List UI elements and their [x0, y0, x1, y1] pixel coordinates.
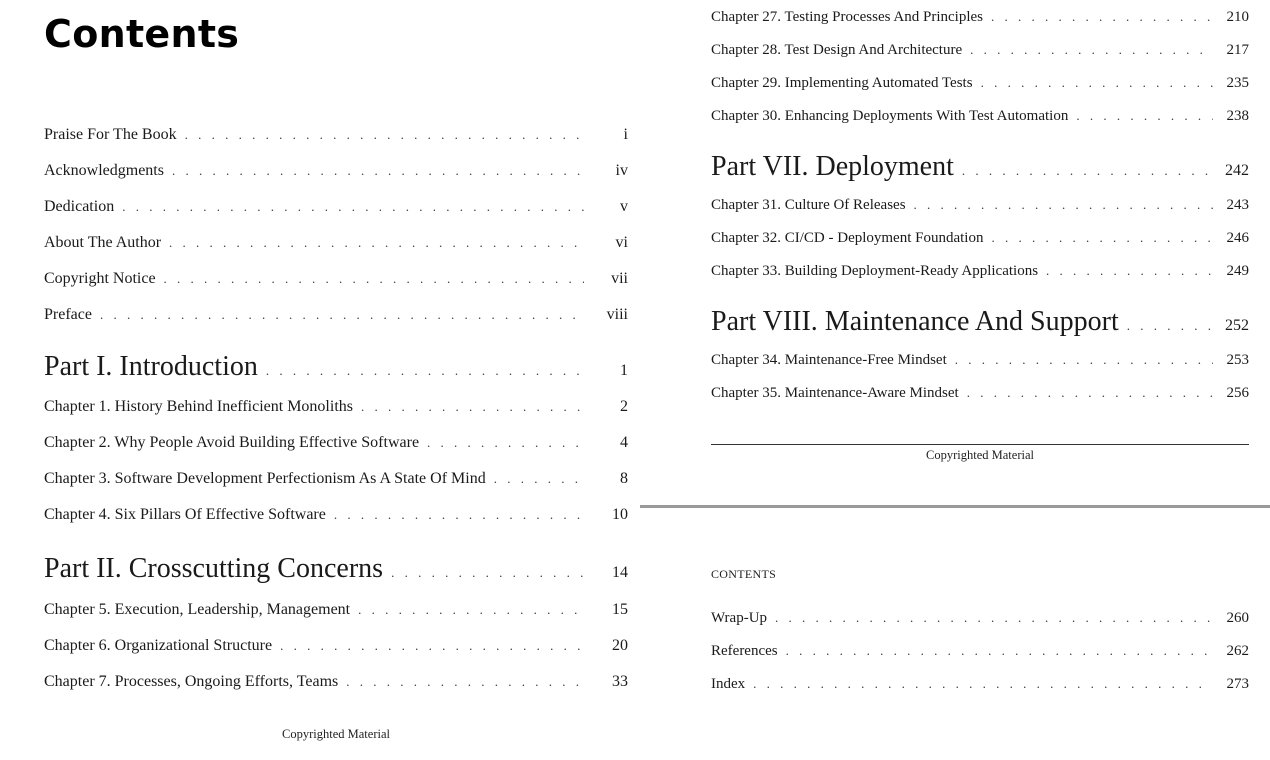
- toc-entry[interactable]: [44, 434, 628, 452]
- toc-entry-title: Chapter 6. Organizational Structure: [44, 637, 273, 654]
- toc-entry-title: Chapter 3. Software Development Perfectionism As A State Of Mind: [44, 470, 486, 487]
- toc-entry[interactable]: [44, 601, 628, 619]
- toc-entry-title: Chapter 34. Maintenance-Free Mindset: [711, 352, 947, 368]
- toc-entry-title: Chapter 33. Building Deployment-Ready Applications: [711, 263, 1039, 279]
- toc-entry-title: Chapter 32. CI/CD - Deployment Foundation: [711, 230, 984, 246]
- dot-leader: [494, 471, 584, 487]
- toc-entry-title: About The Author: [44, 234, 162, 251]
- toc-part-heading[interactable]: [44, 351, 628, 383]
- toc-entry-title: Chapter 31. Culture Of Releases: [711, 197, 906, 213]
- dot-leader: [334, 507, 584, 523]
- toc-entry-title: References: [711, 643, 778, 659]
- toc-part-title: Part II. Crosscutting Concerns: [44, 553, 384, 584]
- toc-entry[interactable]: [711, 42, 1249, 59]
- toc-entry[interactable]: [711, 108, 1249, 125]
- toc-entry-page: 238: [1226, 108, 1249, 124]
- dot-leader: [100, 307, 584, 323]
- toc-entry-page: 235: [1226, 75, 1249, 91]
- dot-leader: [122, 199, 584, 215]
- toc-entry-title: Chapter 4. Six Pillars Of Effective Software: [44, 506, 326, 523]
- toc-entry[interactable]: [711, 352, 1249, 369]
- toc-part-heading[interactable]: [711, 306, 1249, 338]
- dot-leader: [981, 75, 1213, 91]
- toc-entry[interactable]: [711, 676, 1249, 693]
- toc-entry[interactable]: [44, 506, 628, 524]
- dot-leader: [358, 602, 584, 618]
- toc-entry-page: vii: [611, 270, 628, 287]
- toc-entry[interactable]: [711, 230, 1249, 247]
- toc-entry[interactable]: [44, 234, 628, 252]
- toc-entry-title: Chapter 28. Test Design And Architecture: [711, 42, 963, 58]
- toc-part-title: Part VII. Deployment: [711, 151, 954, 182]
- toc-entry-title: Copyright Notice: [44, 270, 156, 287]
- toc-entry[interactable]: [711, 9, 1249, 26]
- toc-entry[interactable]: [711, 75, 1249, 92]
- dot-leader: [1127, 318, 1213, 334]
- toc-entry-page: vi: [615, 234, 628, 251]
- toc-entry-page: v: [620, 198, 628, 215]
- dot-leader: [280, 638, 584, 654]
- toc-entry[interactable]: [44, 306, 628, 324]
- dot-leader: [955, 352, 1213, 368]
- dot-leader: [361, 399, 584, 415]
- dot-leader: [967, 385, 1213, 401]
- toc-entry-page: 15: [612, 601, 628, 618]
- toc-entry-title: Praise For The Book: [44, 126, 177, 143]
- toc-entry-page: 217: [1226, 42, 1249, 58]
- toc-entry[interactable]: [711, 197, 1249, 214]
- toc-entry-page: 14: [612, 564, 628, 581]
- toc-entry[interactable]: [711, 643, 1249, 660]
- toc-entry-page: 273: [1226, 676, 1249, 692]
- toc-entry-page: iv: [615, 162, 628, 179]
- footer-rule: [711, 444, 1249, 445]
- toc-entry-title: Acknowledgments: [44, 162, 164, 179]
- toc-entry[interactable]: [44, 198, 628, 216]
- toc-entry-page: viii: [606, 306, 628, 323]
- toc-part-title: Part VIII. Maintenance And Support: [711, 306, 1119, 337]
- toc-entry-page: 249: [1226, 263, 1249, 279]
- toc-entry-title: Chapter 30. Enhancing Deployments With Test Automation: [711, 108, 1069, 124]
- dot-leader: [775, 610, 1213, 626]
- toc-entry[interactable]: [44, 637, 628, 655]
- toc-entry-page: 262: [1226, 643, 1249, 659]
- toc-entry-title: Chapter 7. Processes, Ongoing Efforts, Teams: [44, 673, 339, 690]
- toc-entry-page: 20: [612, 637, 628, 654]
- dot-leader: [427, 435, 584, 451]
- toc-entry-page: 242: [1225, 162, 1249, 179]
- dot-leader: [172, 163, 584, 179]
- toc-entry-page: 210: [1226, 9, 1249, 25]
- page-footer: Copyrighted Material: [926, 448, 1034, 462]
- dot-leader: [169, 235, 584, 251]
- toc-entry-title: Chapter 27. Testing Processes And Principles: [711, 9, 983, 25]
- toc-entry[interactable]: [711, 385, 1249, 402]
- dot-leader: [1076, 108, 1213, 124]
- dot-leader: [991, 9, 1213, 25]
- toc-entry[interactable]: [44, 270, 628, 288]
- toc-entry-page: 1: [620, 362, 628, 379]
- toc-entry-page: 243: [1226, 197, 1249, 213]
- toc-entry[interactable]: [44, 398, 628, 416]
- toc-entry-page: 8: [620, 470, 628, 487]
- toc-part-heading[interactable]: [711, 151, 1249, 183]
- toc-entry-title: Wrap-Up: [711, 610, 768, 626]
- dot-leader: [914, 197, 1213, 213]
- toc-entry-page: i: [623, 126, 628, 143]
- page-title: Contents: [44, 12, 240, 56]
- toc-entry-page: 33: [612, 673, 628, 690]
- dot-leader: [346, 674, 584, 690]
- toc-entry-title: Chapter 2. Why People Avoid Building Effective Software: [44, 434, 420, 451]
- page-separator: [640, 505, 1270, 508]
- toc-entry-page: 256: [1226, 385, 1249, 401]
- toc-entry-title: Chapter 5. Execution, Leadership, Management: [44, 601, 351, 618]
- dot-leader: [1046, 263, 1213, 279]
- toc-part-heading[interactable]: [44, 553, 628, 585]
- toc-entry-page: 252: [1225, 317, 1249, 334]
- toc-entry-page: 246: [1226, 230, 1249, 246]
- dot-leader: [753, 676, 1213, 692]
- toc-entry-page: 253: [1226, 352, 1249, 368]
- toc-entry[interactable]: [44, 126, 628, 144]
- dot-leader: [185, 127, 584, 143]
- toc-entry-title: Index: [711, 676, 746, 692]
- page-footer: Copyrighted Material: [282, 727, 390, 741]
- toc-entry[interactable]: [711, 610, 1249, 627]
- toc-entry[interactable]: [44, 673, 628, 691]
- running-header: CONTENTS: [711, 567, 777, 581]
- toc-entry-title: Dedication: [44, 198, 115, 215]
- toc-entry[interactable]: [44, 470, 628, 488]
- toc-entry-title: Chapter 35. Maintenance-Aware Mindset: [711, 385, 959, 401]
- dot-leader: [391, 565, 584, 581]
- toc-entry-page: 260: [1226, 610, 1249, 626]
- dot-leader: [962, 163, 1213, 179]
- toc-entry-title: Chapter 29. Implementing Automated Tests: [711, 75, 973, 91]
- toc-entry[interactable]: [44, 162, 628, 180]
- toc-part-title: Part I. Introduction: [44, 351, 258, 382]
- toc-entry-page: 10: [612, 506, 628, 523]
- dot-leader: [991, 230, 1213, 246]
- toc-entry-title: Preface: [44, 306, 92, 323]
- dot-leader: [786, 643, 1213, 659]
- dot-leader: [970, 42, 1213, 58]
- toc-entry-title: Chapter 1. History Behind Inefficient Monoliths: [44, 398, 353, 415]
- toc-entry-page: 2: [620, 398, 628, 415]
- dot-leader: [164, 271, 584, 287]
- toc-entry-page: 4: [620, 434, 628, 451]
- toc-entry[interactable]: [711, 263, 1249, 280]
- dot-leader: [266, 363, 584, 379]
